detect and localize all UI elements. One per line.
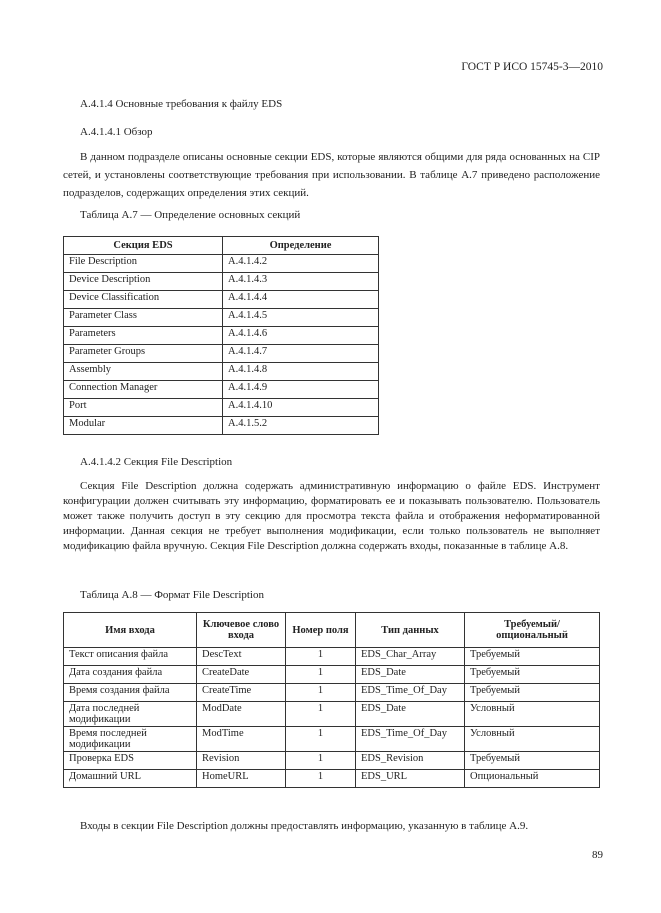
keyword-cell: ModDate	[197, 702, 286, 727]
table-file-description-format	[63, 612, 600, 788]
requirement-cell: Опциональный	[465, 770, 600, 788]
section-cell: File Description	[64, 255, 223, 273]
field-number-cell: 1	[286, 648, 356, 666]
data-type-cell: EDS_Time_Of_Day	[356, 727, 465, 752]
table-caption: Таблица А.7 — Определение основных секций	[80, 209, 301, 221]
table-row	[64, 702, 600, 727]
section-cell: Connection Manager	[64, 381, 223, 399]
keyword-cell: HomeURL	[197, 770, 286, 788]
subsection-heading: А.4.1.4.2 Секция File Description	[80, 456, 233, 468]
data-type-cell: EDS_Date	[356, 666, 465, 684]
entry-name-cell: Время создания файла	[64, 684, 197, 702]
column-header: Определение	[223, 237, 379, 255]
table-row	[64, 309, 379, 327]
keyword-cell: ModTime	[197, 727, 286, 752]
data-type-cell: EDS_Time_Of_Day	[356, 684, 465, 702]
entry-name-cell: Время последней модификации	[64, 727, 197, 752]
entry-name-cell: Дата создания файла	[64, 666, 197, 684]
data-type-cell: EDS_Char_Array	[356, 648, 465, 666]
section-heading: А.4.1.4 Основные требования к файлу EDS	[80, 98, 283, 110]
entry-name-cell: Дата последней модификации	[64, 702, 197, 727]
definition-cell: А.4.1.5.2	[223, 417, 379, 435]
table-row	[64, 417, 379, 435]
column-header: Номер поля	[286, 613, 356, 648]
table-row	[64, 666, 600, 684]
field-number-cell: 1	[286, 752, 356, 770]
requirement-cell: Требуемый	[465, 752, 600, 770]
column-header: Тип данных	[356, 613, 465, 648]
keyword-cell: CreateTime	[197, 684, 286, 702]
table-row	[64, 684, 600, 702]
field-number-cell: 1	[286, 684, 356, 702]
section-cell: Port	[64, 399, 223, 417]
paragraph-file-description: Секция File Description должна содержать административную информацию о файле EDS. Инструмент конфигурации должен считывать эту информацию, форматировать ее и показывать пользователю. Пользователь может также получить доступ в эту секцию для просмотра текста файла и отображения неформатированной информации. Данная секция не требует выполнения модификации, если только пользователь не выполняет модификацию файла вручную. Секция File Description должна содержать входы, показанные в таблице А.8.	[63, 480, 600, 552]
paragraph-closing: Входы в секции File Description должны предоставлять информацию, указанную в таблице А.9.	[80, 820, 529, 832]
table-row	[64, 648, 600, 666]
keyword-cell: DescText	[197, 648, 286, 666]
paragraph-overview: В данном подразделе описаны основные секции EDS, которые являются общими для ряда основанных на CIP сетей, и установлены соответствующие требования при использовании. В таблице А.7 приведено расположение подразделов, содержащих определения этих секций.	[63, 151, 600, 199]
table-row	[64, 345, 379, 363]
requirement-cell: Требуемый	[465, 648, 600, 666]
definition-cell: А.4.1.4.8	[223, 363, 379, 381]
definition-cell: А.4.1.4.9	[223, 381, 379, 399]
table-row	[64, 255, 379, 273]
definition-cell: А.4.1.4.6	[223, 327, 379, 345]
section-cell: Modular	[64, 417, 223, 435]
table-main-sections	[63, 236, 379, 435]
table-row	[64, 381, 379, 399]
definition-cell: А.4.1.4.10	[223, 399, 379, 417]
section-cell: Parameter Class	[64, 309, 223, 327]
entry-name-cell: Проверка EDS	[64, 752, 197, 770]
definition-cell: А.4.1.4.2	[223, 255, 379, 273]
table-row	[64, 752, 600, 770]
table-row	[64, 327, 379, 345]
field-number-cell: 1	[286, 770, 356, 788]
field-number-cell: 1	[286, 666, 356, 684]
page-number: 89	[592, 849, 603, 861]
entry-name-cell: Домашний URL	[64, 770, 197, 788]
keyword-cell: Revision	[197, 752, 286, 770]
column-header: Имя входа	[64, 613, 197, 648]
definition-cell: А.4.1.4.5	[223, 309, 379, 327]
requirement-cell: Условный	[465, 702, 600, 727]
table-row	[64, 770, 600, 788]
field-number-cell: 1	[286, 702, 356, 727]
section-cell: Parameter Groups	[64, 345, 223, 363]
table-row	[64, 273, 379, 291]
column-header: Секция EDS	[64, 237, 223, 255]
entry-name-cell: Текст описания файла	[64, 648, 197, 666]
requirement-cell: Условный	[465, 727, 600, 752]
table-row	[64, 399, 379, 417]
section-cell: Device Description	[64, 273, 223, 291]
field-number-cell: 1	[286, 727, 356, 752]
table-row	[64, 363, 379, 381]
data-type-cell: EDS_URL	[356, 770, 465, 788]
table-row	[64, 727, 600, 752]
subsection-heading: А.4.1.4.1 Обзор	[80, 126, 153, 138]
table-row	[64, 291, 379, 309]
section-cell: Parameters	[64, 327, 223, 345]
data-type-cell: EDS_Date	[356, 702, 465, 727]
column-header: Ключевое слово входа	[197, 613, 286, 648]
definition-cell: А.4.1.4.4	[223, 291, 379, 309]
document-header: ГОСТ Р ИСО 15745-3—2010	[461, 61, 603, 73]
section-cell: Assembly	[64, 363, 223, 381]
keyword-cell: CreateDate	[197, 666, 286, 684]
requirement-cell: Требуемый	[465, 684, 600, 702]
requirement-cell: Требуемый	[465, 666, 600, 684]
definition-cell: А.4.1.4.7	[223, 345, 379, 363]
definition-cell: А.4.1.4.3	[223, 273, 379, 291]
section-cell: Device Classification	[64, 291, 223, 309]
table-caption: Таблица А.8 — Формат File Description	[80, 589, 264, 601]
column-header: Требуемый/опциональный	[465, 613, 600, 648]
data-type-cell: EDS_Revision	[356, 752, 465, 770]
